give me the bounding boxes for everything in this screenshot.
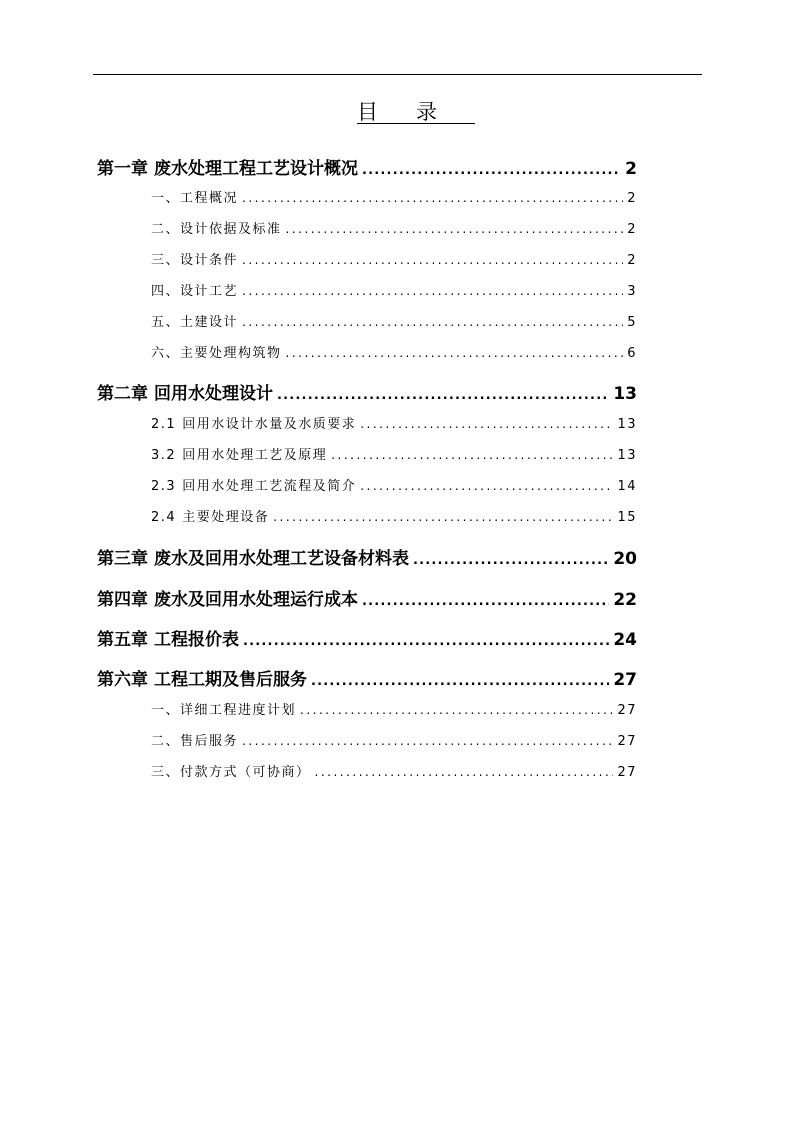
dot-leader <box>360 479 613 493</box>
section-prefix: 3.2 <box>151 448 177 463</box>
chapter-page-number: 20 <box>613 549 637 569</box>
dot-leader <box>331 448 613 462</box>
toc-chapter-1[interactable] <box>97 154 637 179</box>
section-page-number: 27 <box>617 734 637 749</box>
section-prefix: 一、 <box>151 703 181 718</box>
dot-leader <box>311 674 609 689</box>
chapter-label: 第四章 <box>97 590 148 610</box>
section-page-number: 3 <box>627 284 637 299</box>
section-prefix: 三、 <box>151 765 181 780</box>
section-title: 详细工程进度计划 <box>180 703 297 718</box>
dot-leader <box>315 765 614 779</box>
section-title: 回用水处理工艺流程及简介 <box>182 479 357 494</box>
section-prefix: 二、 <box>151 222 181 237</box>
section-page-number: 15 <box>617 510 637 525</box>
chapter-label: 第六章 <box>97 670 148 690</box>
dot-leader <box>242 284 623 298</box>
chapter-title: 回用水处理设计 <box>154 384 273 404</box>
dot-leader <box>242 191 623 205</box>
chapter-label: 第三章 <box>97 549 148 569</box>
toc-title-wrap <box>0 96 794 126</box>
section-prefix: 二、 <box>151 734 181 749</box>
section-prefix: 一、 <box>151 191 181 206</box>
section-page-number: 13 <box>617 448 637 463</box>
dot-leader <box>242 734 613 748</box>
section-prefix: 六、 <box>151 346 181 361</box>
toc-chapter-2[interactable] <box>97 379 637 404</box>
dot-leader <box>300 703 613 717</box>
dot-leader <box>362 594 609 609</box>
section-title: 设计工艺 <box>180 284 239 299</box>
toc-section-1-4[interactable] <box>151 280 637 299</box>
dot-leader <box>273 510 613 524</box>
toc-section-1-5[interactable] <box>151 311 637 330</box>
chapter-page-number: 27 <box>613 670 637 690</box>
chapter-page-number: 2 <box>625 159 637 179</box>
chapter-label: 第五章 <box>97 630 148 650</box>
dot-leader <box>360 417 613 431</box>
toc-section-1-3[interactable] <box>151 249 637 268</box>
section-prefix: 四、 <box>151 284 181 299</box>
section-title: 设计依据及标准 <box>180 222 282 237</box>
section-prefix: 三、 <box>151 253 181 268</box>
chapter-title: 废水及回用水处理工艺设备材料表 <box>154 549 409 569</box>
header-rule <box>93 74 702 75</box>
section-page-number: 6 <box>627 346 637 361</box>
dot-leader <box>243 634 609 649</box>
chapter-title: 废水处理工程工艺设计概况 <box>154 159 358 179</box>
toc-section-2-3[interactable] <box>151 475 637 494</box>
toc-section-6-1[interactable] <box>151 699 637 718</box>
chapter-title: 工程报价表 <box>154 630 239 650</box>
section-title: 付款方式（可协商） <box>180 765 311 780</box>
chapter-page-number: 24 <box>613 630 637 650</box>
chapter-title: 工程工期及售后服务 <box>154 670 307 690</box>
chapter-page-number: 13 <box>613 384 637 404</box>
section-page-number: 14 <box>617 479 637 494</box>
toc-section-1-2[interactable] <box>151 218 637 237</box>
dot-leader <box>242 253 623 267</box>
section-title: 回用水处理工艺及原理 <box>182 448 328 463</box>
toc-title: 目录 <box>357 100 475 124</box>
section-title: 主要处理构筑物 <box>180 346 282 361</box>
toc-chapter-3[interactable] <box>97 544 637 569</box>
dot-leader <box>362 163 621 178</box>
chapter-label: 第二章 <box>97 384 148 404</box>
toc-section-2-2[interactable] <box>151 444 637 463</box>
toc-chapter-5[interactable] <box>97 625 637 650</box>
chapter-page-number: 22 <box>613 590 637 610</box>
dot-leader <box>286 222 624 236</box>
section-title: 设计条件 <box>180 253 239 268</box>
section-page-number: 2 <box>627 253 637 268</box>
toc-section-2-1[interactable] <box>151 413 637 432</box>
section-title: 土建设计 <box>180 315 239 330</box>
toc-section-1-1[interactable] <box>151 187 637 206</box>
toc-section-2-4[interactable] <box>151 506 637 525</box>
chapter-label: 第一章 <box>97 159 148 179</box>
dot-leader <box>277 388 609 403</box>
section-page-number: 5 <box>627 315 637 330</box>
section-prefix: 五、 <box>151 315 181 330</box>
section-prefix: 2.3 <box>151 479 177 494</box>
section-page-number: 2 <box>627 191 637 206</box>
dot-leader <box>242 315 623 329</box>
section-page-number: 27 <box>617 703 637 718</box>
toc-section-1-6[interactable] <box>151 342 637 361</box>
section-title: 工程概况 <box>180 191 239 206</box>
section-prefix: 2.1 <box>151 417 177 432</box>
dot-leader <box>413 553 609 568</box>
section-title: 回用水设计水量及水质要求 <box>182 417 357 432</box>
toc-section-6-2[interactable] <box>151 730 637 749</box>
toc-chapter-6[interactable] <box>97 665 637 690</box>
section-page-number: 13 <box>617 417 637 432</box>
section-page-number: 2 <box>627 222 637 237</box>
section-page-number: 27 <box>617 765 637 780</box>
toc-chapter-4[interactable] <box>97 585 637 610</box>
section-title: 主要处理设备 <box>182 510 270 525</box>
toc-section-6-3[interactable] <box>151 761 637 780</box>
dot-leader <box>286 346 624 360</box>
section-prefix: 2.4 <box>151 510 177 525</box>
chapter-title: 废水及回用水处理运行成本 <box>154 590 358 610</box>
section-title: 售后服务 <box>180 734 239 749</box>
